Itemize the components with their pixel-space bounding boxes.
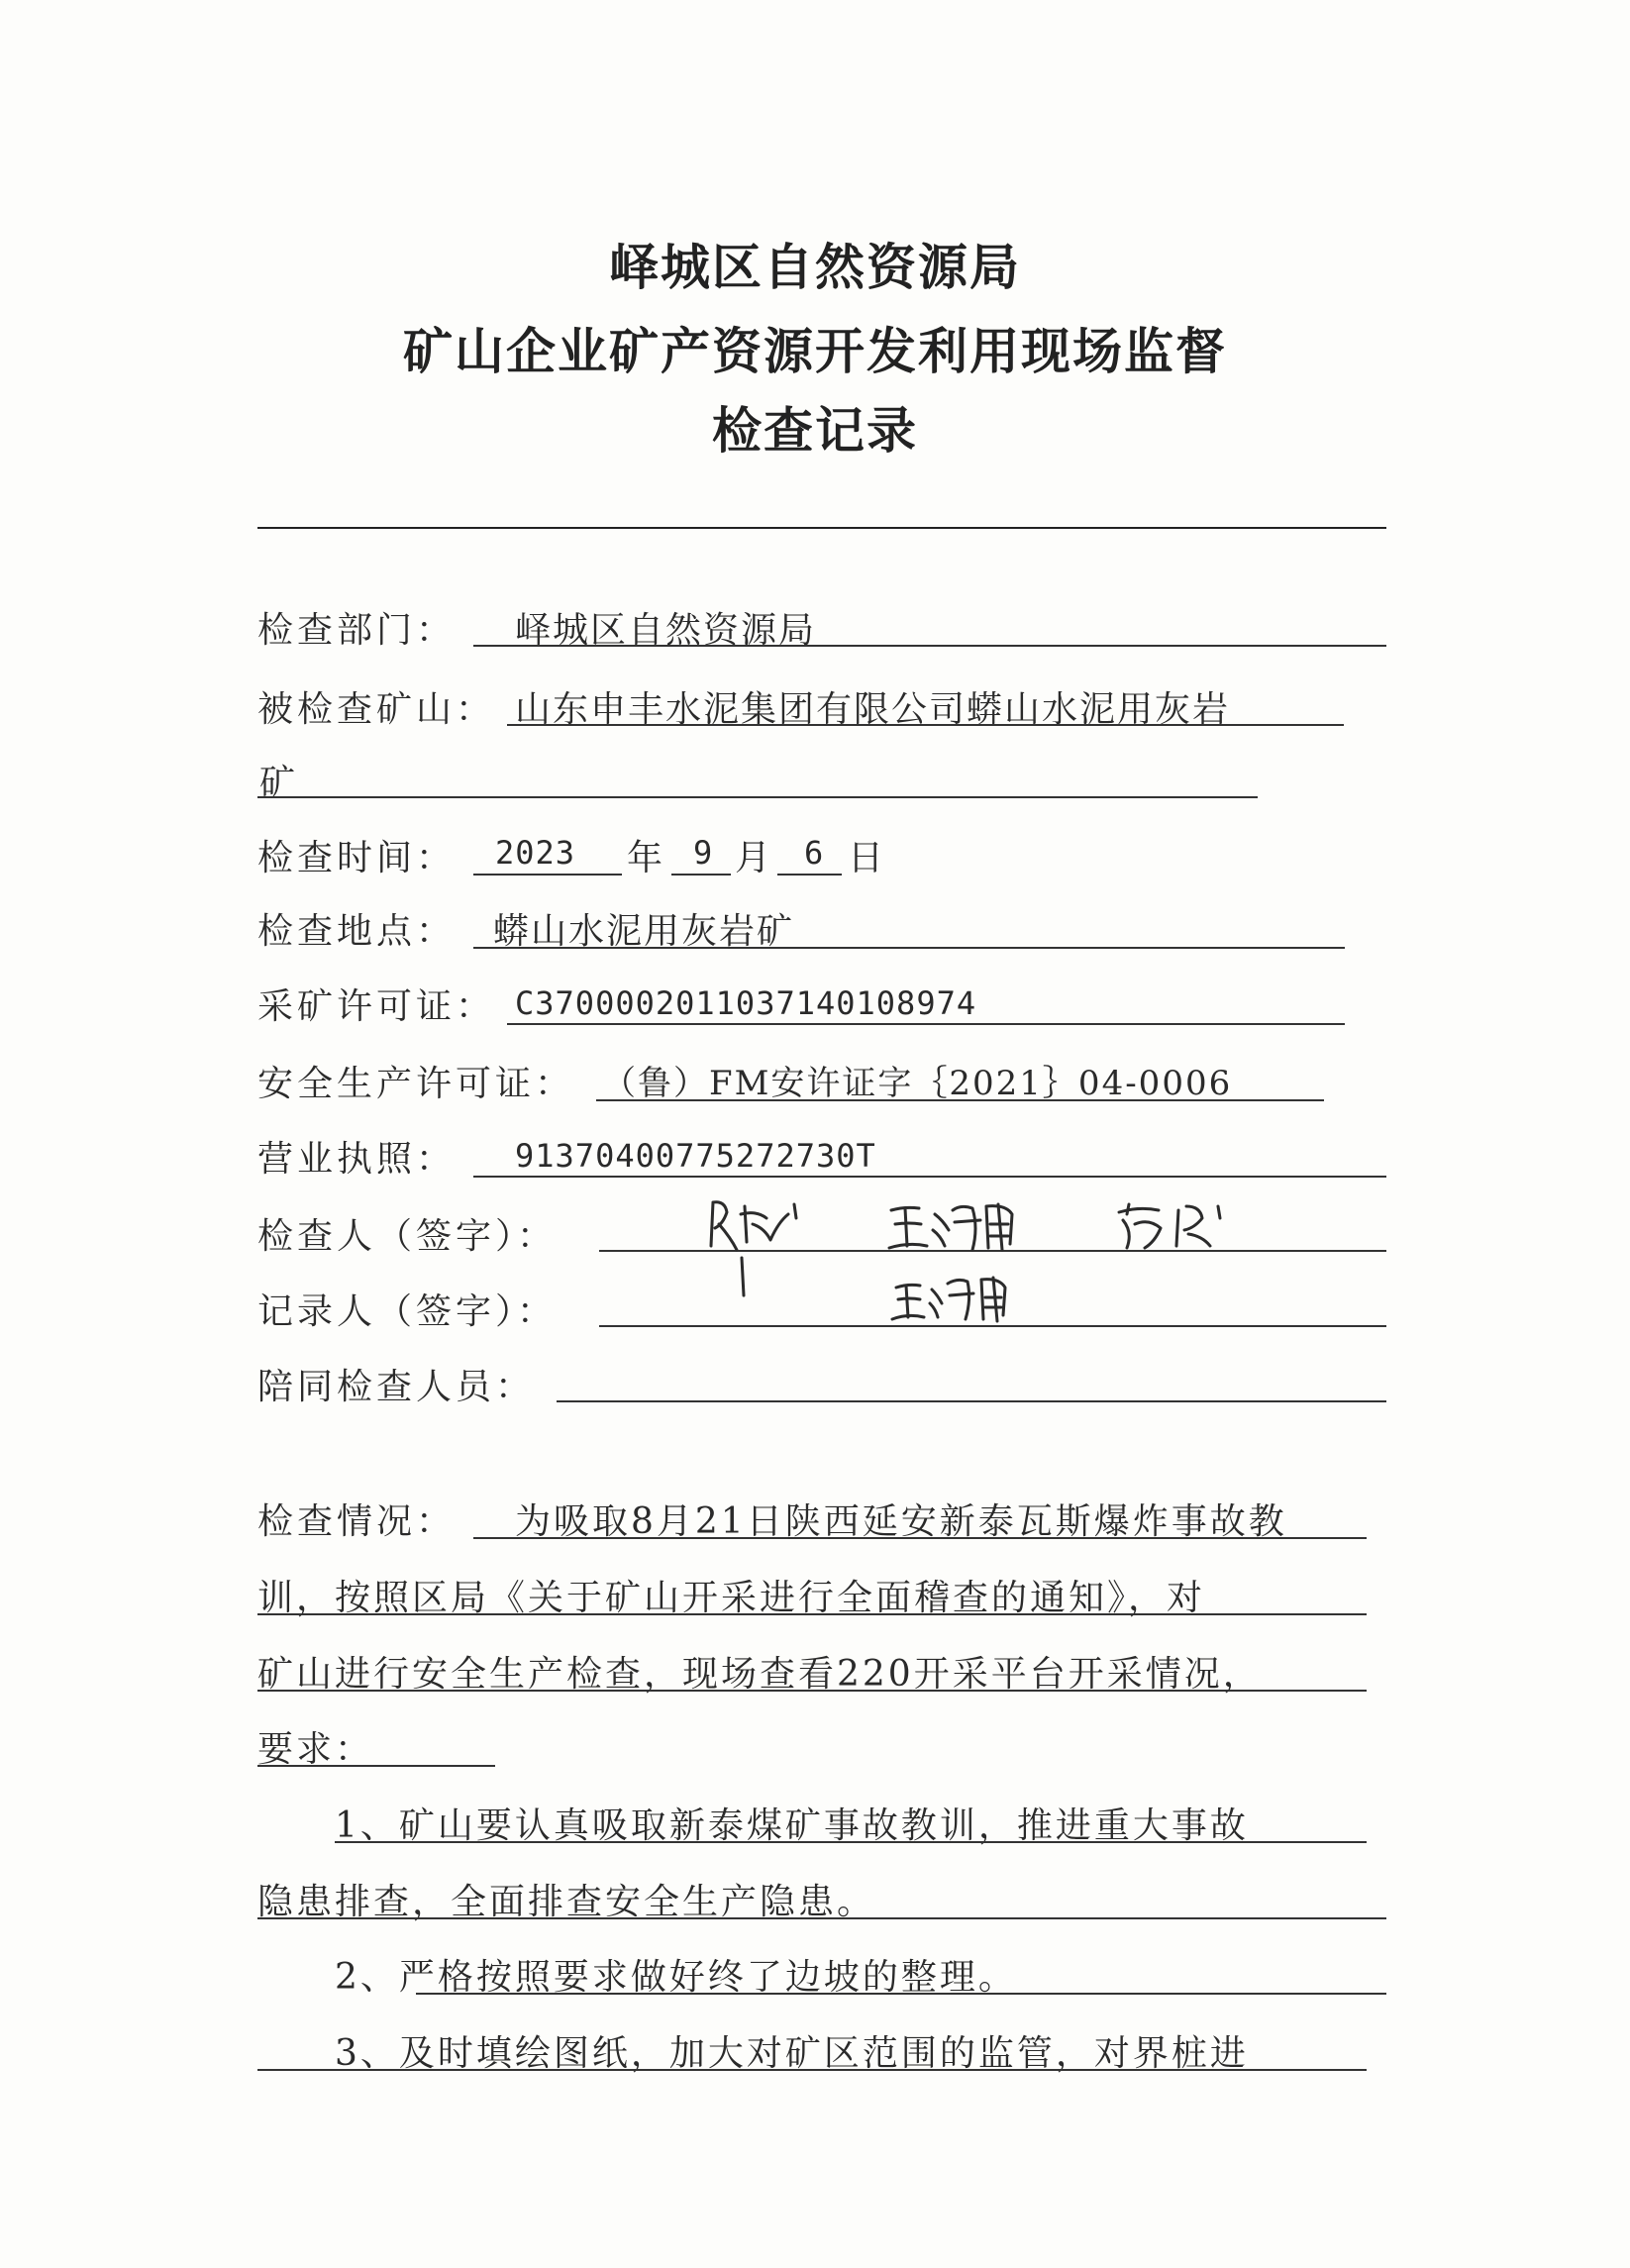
situation-line2: 训，按照区局《关于矿山开采进行全面稽查的通知》，对 (257, 1578, 1206, 1618)
title-main: 矿山企业矿产资源开发利用现场监督 (403, 323, 1227, 380)
recorder-label: 记录人（签字）： (257, 1291, 558, 1332)
requirement-2-underline (416, 1993, 1386, 1995)
requirement-2: 2、严格按照要求做好终了边坡的整理。 (335, 1957, 1017, 1998)
dept-label: 检查部门： (257, 610, 457, 651)
title-sub: 检查记录 (712, 402, 918, 460)
time-month-underline (671, 874, 731, 876)
mine-underline-1 (507, 724, 1344, 726)
safety-license-value: （鲁）FM安许证字｛2021｝04-0006 (602, 1064, 1233, 1103)
safety-license-underline (596, 1099, 1324, 1101)
mine-value-line2: 矿 (259, 763, 298, 803)
situation-underline-2 (257, 1613, 1367, 1615)
situation-underline-4 (257, 1765, 495, 1767)
situation-line4: 要求： (257, 1729, 374, 1770)
time-month: 9 (693, 834, 714, 872)
place-value: 蟒山水泥用灰岩矿 (493, 911, 795, 952)
business-license-value: 91370400775272730T (515, 1137, 876, 1175)
situation-line1: 为吸取8月21日陕西延安新泰瓦斯爆炸事故教 (515, 1501, 1287, 1542)
situation-underline-3 (257, 1690, 1367, 1692)
title-divider (257, 527, 1386, 529)
inspector-label: 检查人（签字）： (257, 1216, 558, 1257)
requirement-1-line1: 1、矿山要认真吸取新泰煤矿事故教训，推进重大事故 (335, 1805, 1249, 1846)
recorder-signature (738, 1250, 1074, 1329)
requirement-3-line1: 3、及时填绘图纸，加大对矿区范围的监管，对界桩进 (335, 2033, 1249, 2074)
requirement-1-underline-1 (335, 1841, 1367, 1843)
accompany-underline (557, 1400, 1386, 1402)
mine-underline-2 (257, 796, 1258, 798)
time-day-unit: 日 (848, 838, 886, 878)
mine-value-line1: 山东申丰水泥集团有限公司蟒山水泥用灰岩 (515, 689, 1231, 730)
time-year-underline (473, 874, 622, 876)
place-label: 检查地点： (257, 911, 457, 952)
safety-license-label: 安全生产许可证： (257, 1064, 575, 1104)
requirement-1-line2: 隐患排查，全面排查安全生产隐患。 (257, 1882, 876, 1922)
time-label: 检查时间： (257, 838, 457, 878)
mining-license-value: C3700002011037140108974 (515, 984, 977, 1022)
situation-line3: 矿山进行安全生产检查，现场查看220开采平台开采情况， (257, 1654, 1262, 1695)
accompany-label: 陪同检查人员： (257, 1367, 536, 1407)
place-underline (473, 947, 1345, 949)
business-license-label: 营业执照： (257, 1139, 457, 1180)
business-license-underline (473, 1176, 1386, 1178)
time-year: 2023 (495, 834, 576, 872)
mine-label: 被检查矿山： (257, 689, 496, 730)
time-day-underline (777, 874, 842, 876)
mining-license-label: 采矿许可证： (257, 986, 496, 1027)
dept-underline (473, 645, 1386, 647)
requirement-1-underline-2 (257, 1917, 1386, 1919)
dept-value: 峄城区自然资源局 (515, 610, 817, 651)
time-day: 6 (804, 834, 825, 872)
situation-underline-1 (473, 1537, 1367, 1539)
time-month-unit: 月 (735, 838, 773, 878)
mining-license-underline (507, 1023, 1345, 1025)
time-year-unit: 年 (627, 838, 665, 878)
situation-label: 检查情况： (257, 1501, 457, 1542)
title-agency: 峄城区自然资源局 (609, 239, 1021, 296)
requirement-3-underline (257, 2069, 1367, 2071)
